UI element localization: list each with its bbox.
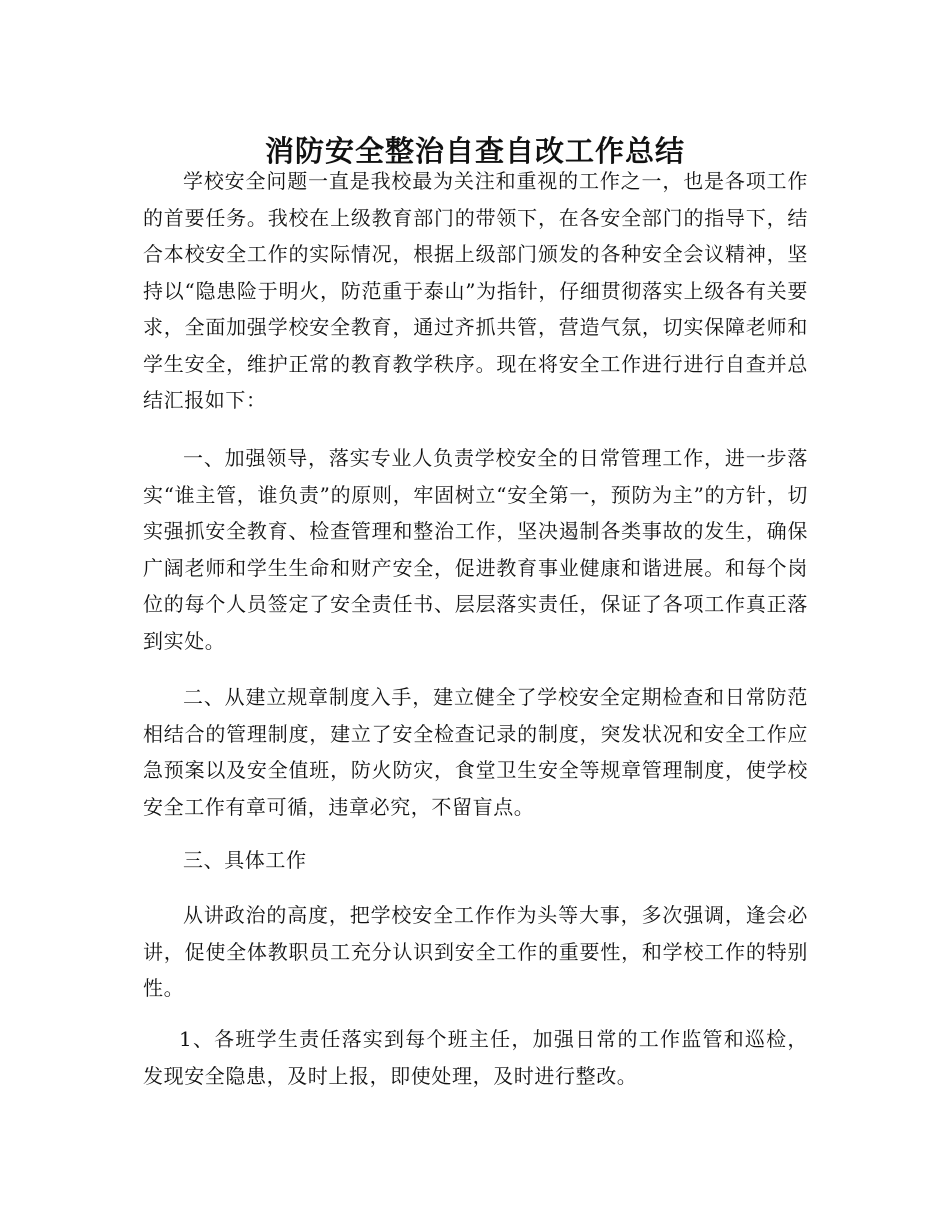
section-heading-3: 三、具体工作 <box>183 848 307 872</box>
paragraph-section-3-body: 从讲政治的高度，把学校安全工作作为头等大事，多次强调，逢会必讲，促使全体教职员工充分认识到安全工作的重要性，和学校工作的特别性。 <box>143 903 808 1000</box>
paragraph-section-2: 二、从建立规章制度入手，建立健全了学校安全定期检查和日常防范相结合的管理制度，建立了安全检查记录的制度，突发状况和安全工作应急预案以及安全值班，防火防灾，食堂卫生安全等规章管理制度，使学校安全工作有章可循，违章必究，不留盲点。 <box>143 685 808 819</box>
paragraph-section-1: 一、加强领导，落实专业人负责学校安全的日常管理工作，进一步落实“谁主管，谁负责”的原则，牢固树立“安全第一，预防为主”的方针，切实强抓安全教育、检查管理和整治工作，坚决遏制各类事故的发生，确保广阔老师和学生生命和财产安全，促进教育事业健康和谐进展。和每个岗位的每个人员签定了安全责任书、层层落实责任，保证了各项工作真正落到实处。 <box>143 446 808 653</box>
document-title: 消防安全整治自查自改工作总结 <box>264 134 685 169</box>
paragraph-intro: 学校安全问题一直是我校最为关注和重视的工作之一，也是各项工作的首要任务。我校在上级教育部门的带领下，在各安全部门的指导下，结合本校安全工作的实际情况，根据上级部门颁发的各种安全会议精神，坚持以“隐患险于明火，防范重于泰山”为指针，仔细贯彻落实上级各有关要求，全面加强学校安全教育，通过齐抓共管，营造气氛，切实保障老师和学生安全，维护正常的教育教学秩序。现在将安全工作进行进行自查并总结汇报如下： <box>143 169 808 412</box>
paragraph-item-1: 1、各班学生责任落实到每个班主任，加强日常的工作监管和巡检，发现安全隐患，及时上报，即使处理，及时进行整改。 <box>143 1027 808 1088</box>
